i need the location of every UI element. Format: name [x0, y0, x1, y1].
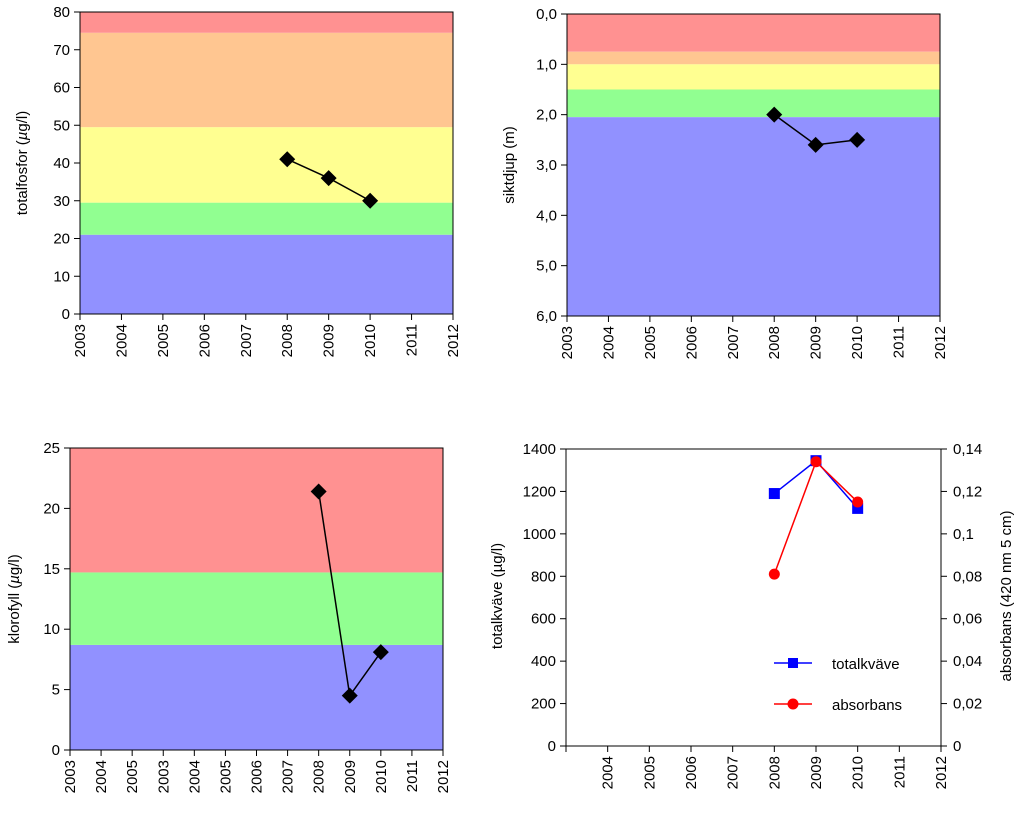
y2-tick-label: 0,12	[953, 483, 983, 501]
x-tick-label: 2005	[641, 326, 659, 360]
y2-tick-label: 0	[953, 738, 962, 755]
x-tick-label: 2003	[62, 760, 79, 794]
x-tick-label: 2012	[435, 760, 452, 794]
x-tick-label: 2006	[683, 756, 700, 790]
y-tick-label: 10	[43, 621, 60, 639]
x-tick-label: 2004	[600, 326, 618, 360]
x-tick-label: 2012	[445, 324, 462, 358]
y-tick-label: 3,0	[536, 157, 557, 174]
chart-totalkvave-ylabel-right: absorbans (420 nm 5 cm)	[998, 510, 1015, 682]
x-tick-label: 2012	[933, 756, 950, 790]
band-1	[80, 203, 453, 235]
chart-klorofyll-bands	[70, 448, 443, 750]
x-tick-label: 2004	[186, 760, 204, 794]
x-tick-label: 2003	[559, 326, 576, 360]
y-tick-label: 2,0	[536, 106, 557, 124]
y2-tick-label: 0,06	[953, 610, 983, 628]
x-tick-label: 2005	[124, 760, 142, 794]
x-tick-label: 2011	[403, 324, 421, 357]
ylabel-part-2: µ	[6, 575, 23, 584]
ylabel-part-3: g/l)	[14, 110, 31, 132]
x-tick-label: 2009	[341, 760, 359, 794]
band-2	[70, 448, 443, 572]
x-tick-label: 2004	[113, 324, 131, 358]
x-tick-label: 2010	[849, 756, 867, 790]
chart-totalfosfor-x-axis	[72, 314, 462, 357]
y-tick-label: 50	[53, 117, 70, 135]
x-tick-label: 2007	[724, 756, 742, 790]
x-tick-label: 2009	[320, 324, 338, 358]
y-tick-label: 10	[53, 268, 70, 286]
data-point	[769, 569, 780, 580]
y-tick-label: 600	[530, 610, 556, 628]
x-tick-label: 2006	[248, 760, 266, 794]
ylabel-part-1: totalfosfor (	[14, 140, 31, 216]
y2-tick-label: 0,08	[953, 568, 983, 586]
x-tick-label: 2004	[599, 756, 617, 790]
chart-totalkvave-x-axis	[566, 746, 950, 789]
y-tick-label: 1,0	[536, 56, 557, 74]
x-tick-label: 2008	[766, 326, 784, 360]
x-tick-label: 2007	[237, 324, 255, 358]
legend-label-totalkvave: totalkväve	[832, 656, 900, 673]
y2-tick-label: 0,04	[953, 653, 983, 671]
x-tick-label: 2003	[155, 760, 173, 794]
x-tick-label: 2008	[766, 756, 784, 790]
y-tick-label: 20	[53, 230, 70, 248]
legend-marker-absorbans	[788, 699, 799, 710]
y2-tick-label: 0,14	[953, 441, 983, 458]
y-tick-label: 15	[43, 560, 60, 578]
band-0	[70, 645, 443, 750]
y-tick-label: 0	[61, 306, 70, 323]
y-tick-label: 20	[43, 500, 60, 518]
y2-tick-label: 0,02	[953, 695, 983, 713]
x-tick-label: 2010	[372, 760, 390, 794]
chart-siktdjup-ylabel: siktdjup (m)	[501, 126, 518, 204]
chart-klorofyll	[6, 440, 452, 793]
x-tick-label: 2003	[72, 324, 89, 358]
y-tick-label: 1000	[522, 525, 556, 543]
band-4	[80, 12, 453, 33]
y-tick-label: 800	[530, 568, 556, 586]
x-tick-label: 2011	[890, 326, 908, 359]
y-tick-label: 1400	[522, 441, 556, 458]
chart-klorofyll-ylabel	[6, 554, 23, 644]
data-point	[811, 456, 822, 467]
ylabel-part-1: klorofyll (	[6, 583, 23, 644]
y-tick-label: 4,0	[536, 207, 557, 225]
band-1	[567, 52, 940, 65]
data-point	[769, 488, 780, 499]
x-tick-label: 2009	[808, 756, 825, 790]
y-tick-label: 30	[53, 192, 70, 210]
y-tick-label: 60	[53, 79, 70, 97]
y-tick-label: 0	[547, 738, 556, 755]
chart-totalfosfor-ylabel	[14, 111, 31, 216]
chart-klorofyll-y-axis	[43, 440, 70, 759]
legend-label-absorbans: absorbans	[832, 697, 903, 714]
y-tick-label: 0,0	[536, 6, 557, 23]
band-4	[567, 117, 940, 316]
y-tick-label: 40	[53, 155, 70, 172]
chart-siktdjup-x-axis	[559, 316, 949, 359]
x-tick-label: 2006	[683, 326, 701, 360]
band-3	[567, 90, 940, 118]
x-tick-label: 2012	[932, 326, 949, 360]
band-2	[567, 64, 940, 89]
x-tick-label: 2008	[310, 760, 328, 794]
y-tick-label: 0	[51, 742, 60, 759]
chart-totalkvave-y-axis-left	[523, 441, 566, 755]
x-tick-label: 2010	[849, 326, 867, 360]
band-3	[80, 33, 453, 127]
legend-marker-totalkvave	[788, 658, 798, 668]
chart-siktdjup-bands	[567, 14, 940, 316]
y-tick-label: 80	[53, 4, 70, 21]
band-0	[567, 14, 940, 52]
x-tick-label: 2008	[279, 324, 297, 358]
chart-totalfosfor	[14, 4, 462, 357]
x-tick-label: 2010	[362, 324, 380, 358]
band-2	[80, 127, 453, 203]
x-tick-label: 2005	[641, 756, 659, 790]
x-tick-label: 2005	[154, 324, 172, 358]
data-point	[852, 497, 863, 508]
band-0	[80, 235, 453, 314]
y-tick-label: 6,0	[536, 308, 557, 325]
chart-siktdjup-y-axis	[536, 6, 567, 325]
chart-totalkvave	[489, 441, 1015, 789]
chart-totalfosfor-y-axis	[53, 4, 80, 323]
y-tick-label: 25	[43, 440, 60, 457]
y2-tick-label: 0,1	[953, 525, 974, 543]
chart-totalkvave-ylabel: totalkväve (µg/l)	[489, 542, 506, 650]
x-tick-label: 2011	[403, 760, 421, 793]
ylabel-part-3: g/l)	[6, 554, 23, 576]
ylabel-part-2: µ	[14, 131, 31, 141]
y-tick-label: 200	[530, 695, 556, 713]
y-tick-label: 70	[53, 41, 70, 59]
y-tick-label: 5,0	[536, 257, 557, 275]
x-tick-label: 2007	[279, 760, 297, 794]
y-tick-label: 400	[530, 653, 556, 671]
x-tick-label: 2009	[807, 326, 825, 360]
chart-klorofyll-x-axis	[62, 750, 452, 793]
x-tick-label: 2011	[891, 756, 909, 789]
y-tick-label: 5	[51, 681, 60, 699]
x-tick-label: 2007	[724, 326, 742, 360]
chart-totalfosfor-bands	[80, 12, 453, 314]
x-tick-label: 2006	[196, 324, 214, 358]
chart-totalkvave-y-axis-right	[941, 441, 982, 755]
x-tick-label: 2005	[217, 760, 235, 794]
x-tick-label: 2004	[93, 760, 111, 794]
band-1	[70, 572, 443, 644]
y-tick-label: 1200	[522, 483, 556, 501]
chart-siktdjup	[501, 6, 949, 359]
